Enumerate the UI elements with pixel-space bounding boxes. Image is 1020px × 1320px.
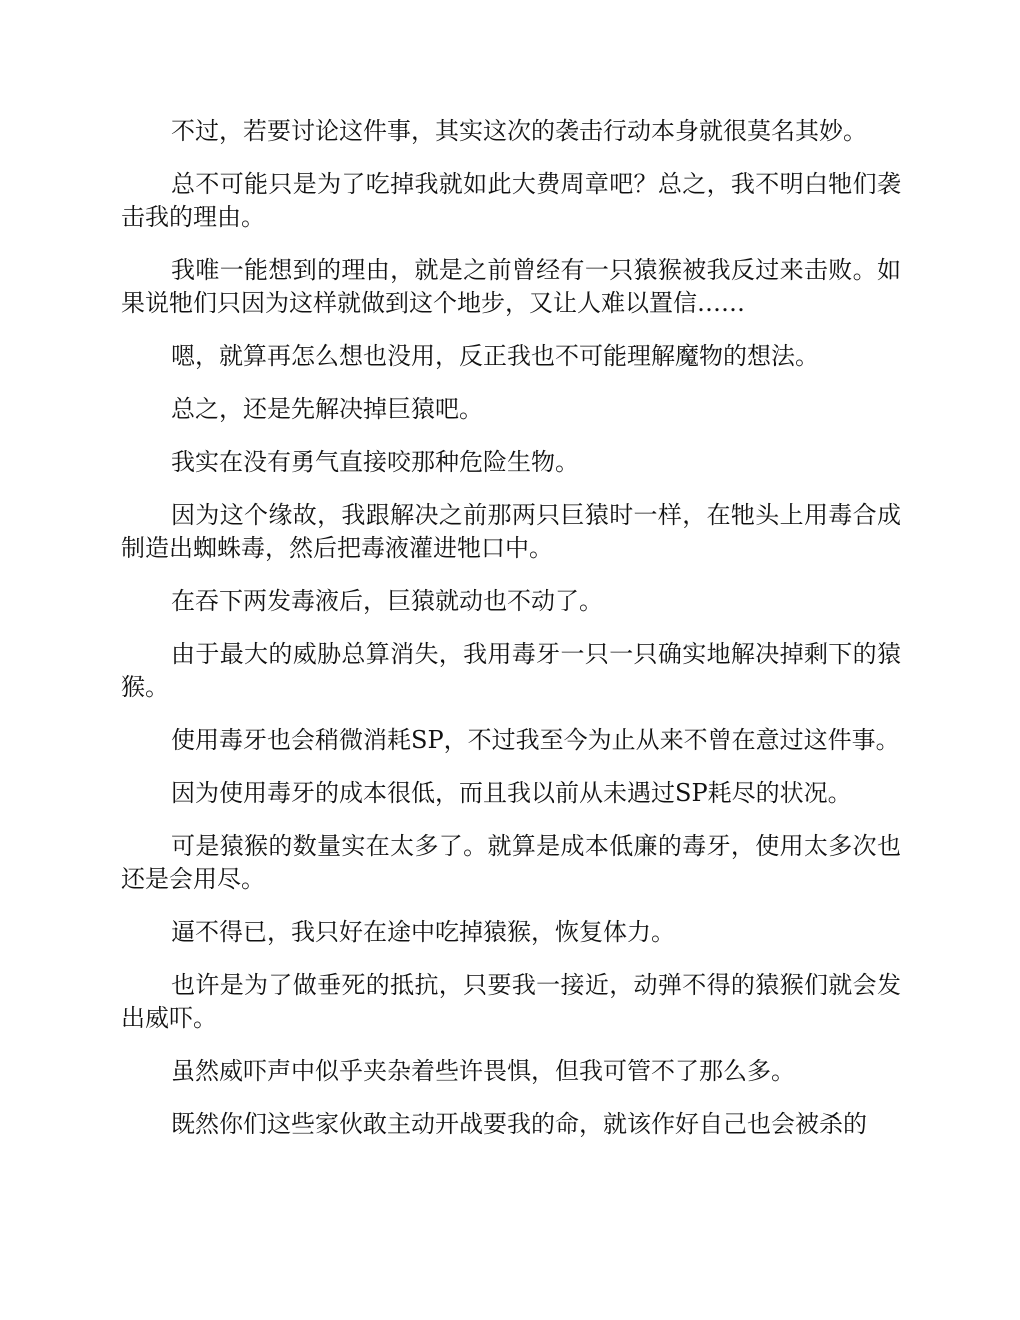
- paragraph-13: 逼不得已，我只好在途中吃掉猿猴，恢复体力。: [171, 918, 675, 946]
- paragraph-16: 既然你们这些家伙敢主动开战要我的命，就该作好自己也会被杀的: [171, 1110, 867, 1138]
- paragraph-8: 在吞下两发毒液后，巨猿就动也不动了。: [171, 587, 603, 615]
- paragraph-11: 因为使用毒牙的成本很低，而且我以前从未遇过SP耗尽的状况。: [171, 779, 852, 807]
- paragraph-14: 也许是为了做垂死的抵抗，只要我一接近，动弹不得的猿猴们就会发出威吓。: [121, 971, 901, 1032]
- paragraph-5: 总之，还是先解决掉巨猿吧。: [171, 395, 483, 423]
- paragraph-2: 总不可能只是为了吃掉我就如此大费周章吧？总之，我不明白牠们袭击我的理由。: [121, 170, 901, 231]
- paragraph-1: 不过，若要讨论这件事，其实这次的袭击行动本身就很莫名其妙。: [171, 117, 867, 145]
- paragraph-9: 由于最大的威胁总算消失，我用毒牙一只一只确实地解决掉剩下的猿猴。: [121, 640, 901, 701]
- paragraph-7: 因为这个缘故，我跟解决之前那两只巨猿时一样，在牠头上用毒合成制造出蜘蛛毒，然后把毒液灌进牠口中。: [121, 501, 901, 562]
- paragraph-6: 我实在没有勇气直接咬那种危险生物。: [171, 448, 579, 476]
- paragraph-4: 嗯，就算再怎么想也没用，反正我也不可能理解魔物的想法。: [171, 342, 819, 370]
- paragraph-15: 虽然威吓声中似乎夹杂着些许畏惧，但我可管不了那么多。: [171, 1057, 795, 1085]
- paragraph-10: 使用毒牙也会稍微消耗SP，不过我至今为止从来不曾在意过这件事。: [171, 726, 900, 754]
- paragraph-3: 我唯一能想到的理由，就是之前曾经有一只猿猴被我反过来击败。如果说牠们只因为这样就做到这个地步，又让人难以置信……: [121, 256, 901, 317]
- document-body: [121, 115, 901, 1161]
- paragraph-12: 可是猿猴的数量实在太多了。就算是成本低廉的毒牙，使用太多次也还是会用尽。: [121, 832, 901, 893]
